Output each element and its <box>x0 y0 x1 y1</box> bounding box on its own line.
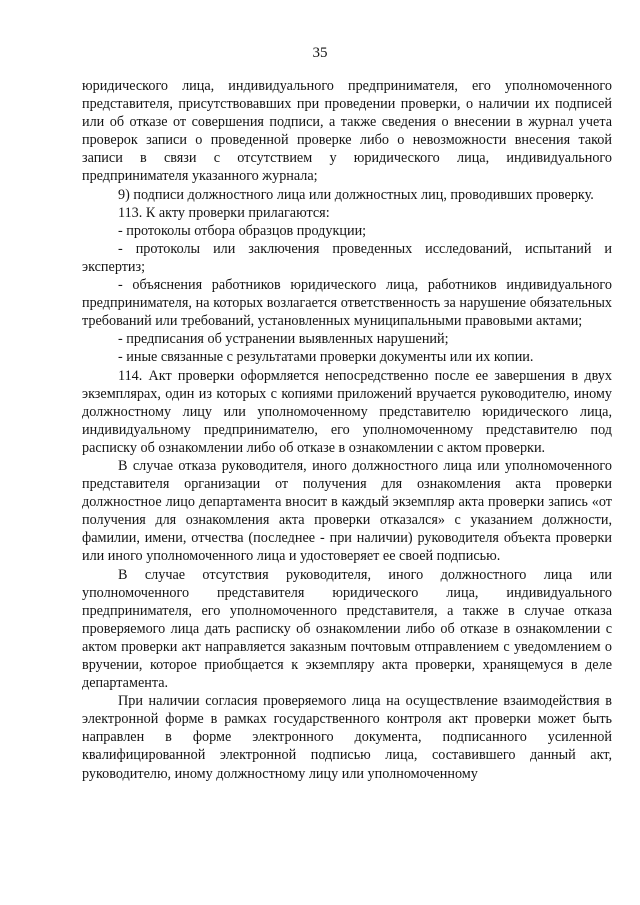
paragraph: В случае отсутствия руководителя, иного должностного лица или уполномоченного представителя юридического лица, индивидуального предпринимателя, его уполномоченного представителя, а также в случае отказа проверяемого лица дать расписку об ознакомлении либо об отказе в ознакомлении с актом проверки акт направляется заказным почтовым отправлением с уведомлением о вручении, которое приобщается к экземпляру акта проверки, хранящемуся в деле департамента. <box>82 566 612 692</box>
page-number: 35 <box>312 45 328 61</box>
paragraph: - протоколы отбора образцов продукции; <box>118 222 367 239</box>
document-body <box>82 77 612 783</box>
paragraph: юридического лица, индивидуального предпринимателя, его уполномоченного представителя, присутствовавших при проведении проверки, о наличии их подписей или об отказе от совершения подписи, а также сведения о внесении в журнал учета проверок записи о проведенной проверке либо о невозможности внесения такой записи в связи с отсутствием у юридического лица, индивидуального предпринимателя указанного журнала; <box>82 78 612 185</box>
paragraph: При наличии согласия проверяемого лица на осуществление взаимодействия в электронной форме в рамках государственного контроля акт проверки может быть направлен в форме электронного документа, подписанного усиленной квалифицированной электронной подписью лица, составившего данный акт, руководителю, иному должностному лицу или уполномоченному <box>82 693 612 782</box>
paragraph: - предписания об устранении выявленных нарушений; <box>118 331 449 348</box>
paragraph: - иные связанные с результатами проверки документы или их копии. <box>118 349 534 366</box>
paragraph: В случае отказа руководителя, иного должностного лица или уполномоченного представителя организации от получения для ознакомления акта проверки должностное лицо департамента вносит в каждый экземпляр акта проверки запись «от получения для ознакомления акта проверки отказался» с указанием должности, фамилии, имени, отчества (последнее - при наличии) руководителя объекта проверки или иного уполномоченного лица и удостоверяет ее своей подписью. <box>82 457 612 565</box>
paragraph: 114. Акт проверки оформляется непосредственно после ее завершения в двух экземплярах, один из которых с копиями приложений вручается руководителю, иному должностному лицу или уполномоченному представителю юридического лица, индивидуальному предпринимателю, его уполномоченному представителю под расписку об ознакомлении либо об отказе в ознакомлении с актом проверки. <box>82 367 612 456</box>
paragraph: - протоколы или заключения проведенных исследований, испытаний и экспертиз; <box>82 240 612 275</box>
paragraph: 113. К акту проверки прилагаются: <box>118 204 330 221</box>
paragraph: 9) подписи должностного лица или должностных лиц, проводивших проверку. <box>118 186 594 203</box>
paragraph: - объяснения работников юридического лица, работников индивидуального предпринимателя, на которых возлагается ответственность за нарушение обязательных требований или требований, установленных муниципальными правовыми актами; <box>82 277 612 330</box>
